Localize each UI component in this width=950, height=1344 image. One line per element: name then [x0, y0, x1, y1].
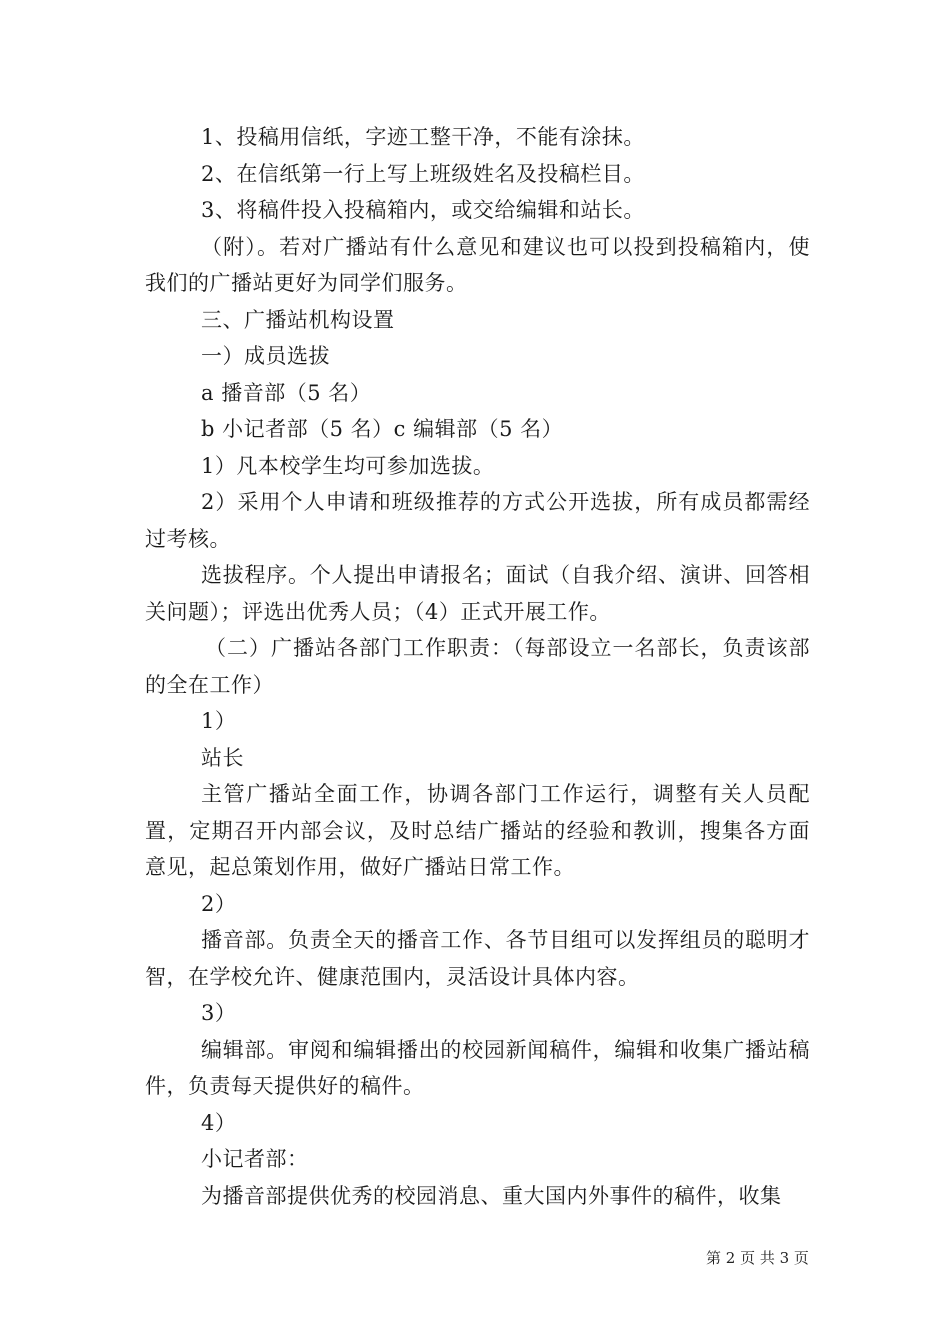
page-number-footer [706, 1247, 809, 1268]
paragraph-8: b 小记者部（5 名）c 编辑部（5 名） [201, 417, 564, 441]
paragraph-17: 播音部。负责全天的播音工作、各节目组可以发挥组员的聪明才智，在学校允许、健康范围内，灵活设计具体内容。 [145, 928, 810, 989]
paragraph-12: （二）广播站各部门工作职责：（每部设立一名部长，负责该部的全在工作） [145, 636, 810, 697]
paragraph-6: 一）成员选拔 [201, 344, 330, 368]
paragraph-14: 站长 [201, 745, 244, 770]
paragraph-15: 主管广播站全面工作，协调各部门工作运行，调整有关人员配置，定期召开内部会议，及时总结广播站的经验和教训，搜集各方面意见，起总策划作用，做好广播站日常工作。 [145, 782, 810, 879]
paragraph-10: 2）采用个人申请和班级推荐的方式公开选拔，所有成员都需经过考核。 [145, 490, 810, 551]
paragraph-7: a 播音部（5 名） [201, 380, 372, 405]
page-number-text: 第 2 页 共 3 页 [706, 1249, 809, 1267]
paragraph-1: 1、投稿用信纸，字迹工整干净，不能有涂抹。 [201, 125, 645, 149]
document-body [145, 119, 810, 1214]
paragraph-5: 三、广播站机构设置 [201, 307, 395, 332]
paragraph-2: 2、在信纸第一行上写上班级姓名及投稿栏目。 [201, 161, 645, 186]
paragraph-4: （附）。若对广播站有什么意见和建议也可以投到投稿箱内，使我们的广播站更好为同学们服务。 [145, 234, 810, 295]
paragraph-19: 编辑部。审阅和编辑播出的校园新闻稿件，编辑和收集广播站稿件，负责每天提供好的稿件。 [145, 1037, 810, 1098]
paragraph-22: 为播音部提供优秀的校园消息、重大国内外事件的稿件，收集 [201, 1183, 782, 1208]
paragraph-3: 3、将稿件投入投稿箱内，或交给编辑和站长。 [201, 198, 645, 222]
paragraph-21: 小记者部： [201, 1147, 309, 1171]
paragraph-11: 选拔程序。个人提出申请报名；面试（自我介绍、演讲、回答相关问题）；评选出优秀人员；（4）正式开展工作。 [145, 563, 810, 624]
paragraph-9: 1）凡本校学生均可参加选拔。 [201, 453, 495, 478]
paragraph-13: 1） [201, 709, 237, 733]
paragraph-18: 3） [201, 1001, 237, 1025]
paragraph-16: 2） [201, 891, 237, 916]
paragraph-20: 4） [201, 1110, 237, 1135]
